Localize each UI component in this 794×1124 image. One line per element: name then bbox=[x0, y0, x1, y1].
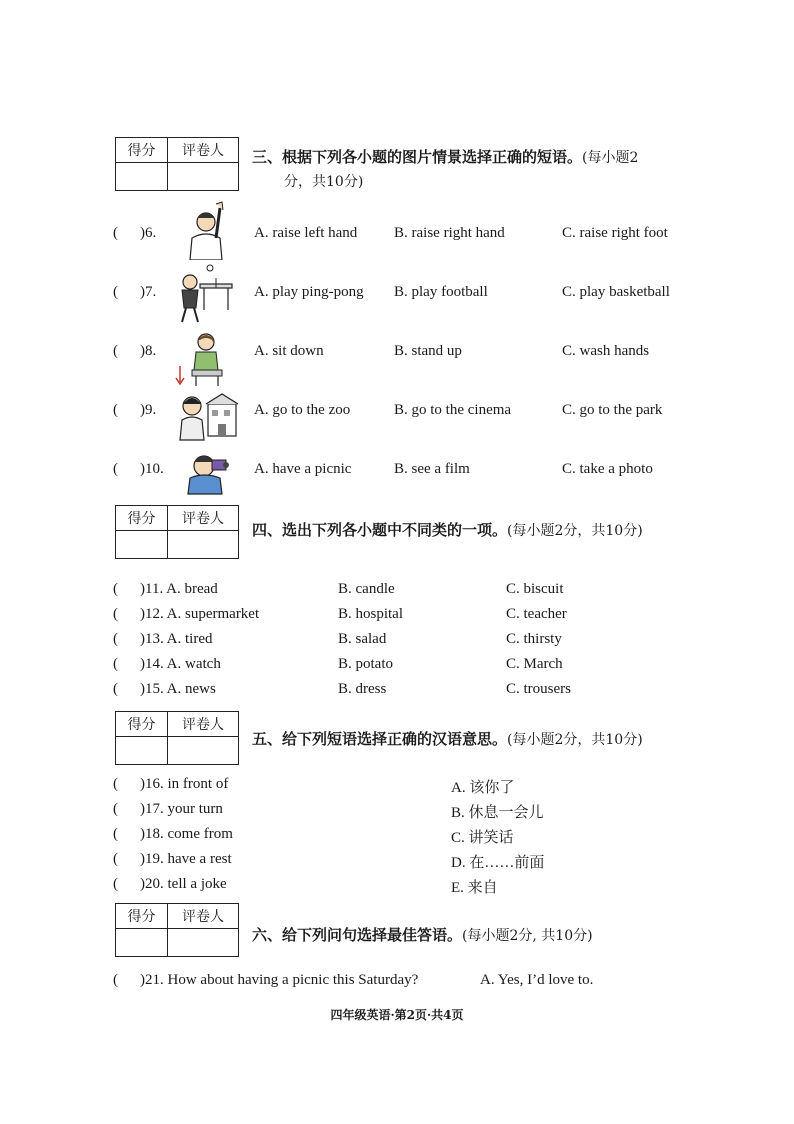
score-box-section6 bbox=[115, 903, 239, 957]
answer-blank[interactable]: ( bbox=[113, 876, 130, 892]
score-header: 得分 bbox=[116, 506, 168, 531]
score-cell[interactable] bbox=[116, 929, 168, 956]
answer-blank[interactable]: ( bbox=[113, 631, 130, 647]
option-b: B. go to the cinema bbox=[394, 402, 512, 418]
option-a: A. raise left hand bbox=[254, 225, 358, 241]
option-c: C. take a photo bbox=[562, 461, 653, 477]
score-header: 得分 bbox=[116, 712, 168, 737]
option-c: C. biscuit bbox=[506, 581, 564, 597]
option-a: A. have a picnic bbox=[254, 461, 352, 477]
section3-note-line2 bbox=[284, 171, 363, 191]
score-cell[interactable] bbox=[116, 531, 168, 558]
section4-title bbox=[252, 519, 643, 540]
option-b: B. dress bbox=[338, 681, 387, 697]
answer-blank[interactable]: ( bbox=[113, 581, 130, 597]
score-header: 得分 bbox=[116, 138, 168, 163]
option: B. 休息一会儿 bbox=[451, 805, 544, 821]
option-a: A. play ping-pong bbox=[254, 284, 364, 300]
grader-header: 评卷人 bbox=[168, 712, 238, 737]
option-a: A. sit down bbox=[254, 343, 324, 359]
option: A. 该你了 bbox=[451, 780, 515, 796]
girl-sitting-down-picture bbox=[172, 330, 228, 388]
question-number: )9. bbox=[140, 402, 157, 418]
question-text: )17. your turn bbox=[140, 801, 223, 817]
score-cell[interactable] bbox=[116, 737, 168, 764]
question-text: )20. tell a joke bbox=[140, 876, 227, 892]
answer-blank[interactable]: ( bbox=[113, 851, 130, 867]
option-b: B. stand up bbox=[394, 343, 462, 359]
answer-blank[interactable]: ( bbox=[113, 402, 130, 418]
score-cell[interactable] bbox=[116, 163, 168, 190]
option-b: B. raise right hand bbox=[394, 225, 505, 241]
question-text: )13. A. tired bbox=[140, 631, 213, 647]
section3-title bbox=[252, 146, 638, 167]
grader-cell[interactable] bbox=[168, 531, 238, 558]
question-text: )14. A. watch bbox=[140, 656, 221, 672]
question-number: )8. bbox=[140, 343, 157, 359]
grader-cell[interactable] bbox=[168, 929, 238, 956]
answer-blank[interactable]: ( bbox=[113, 284, 130, 300]
grader-header: 评卷人 bbox=[168, 138, 238, 163]
answer-blank[interactable]: ( bbox=[113, 606, 130, 622]
option: A. Yes, I’d love to. bbox=[480, 972, 594, 988]
question-number: )7. bbox=[140, 284, 157, 300]
section6-title-text: 六、给下列问句选择最佳答语。 bbox=[252, 926, 463, 944]
option-c: C. wash hands bbox=[562, 343, 650, 359]
option-b: B. salad bbox=[338, 631, 387, 647]
option-b: B. hospital bbox=[338, 606, 404, 622]
boy-playing-ping-pong-picture bbox=[174, 262, 236, 324]
answer-blank[interactable]: ( bbox=[113, 972, 130, 988]
boy-raising-hand-picture bbox=[176, 200, 236, 260]
question-text: )19. have a rest bbox=[140, 851, 232, 867]
option-b: B. candle bbox=[338, 581, 395, 597]
option-c: C. thirsty bbox=[506, 631, 562, 647]
page-footer: 四年级英语·第2页·共4页 bbox=[330, 1008, 464, 1022]
section4-title-text: 四、选出下列各小题中不同类的一项。 bbox=[252, 521, 508, 539]
boy-and-building-picture bbox=[176, 390, 238, 442]
answer-blank[interactable]: ( bbox=[113, 656, 130, 672]
question-text: )11. A. bread bbox=[140, 581, 218, 597]
option: D. 在……前面 bbox=[451, 855, 545, 871]
answer-blank[interactable]: ( bbox=[113, 826, 130, 842]
option-a: A. go to the zoo bbox=[254, 402, 351, 418]
score-box-section5 bbox=[115, 711, 239, 765]
option-c: C. play basketball bbox=[562, 284, 670, 300]
answer-blank[interactable]: ( bbox=[113, 343, 130, 359]
question-text: )16. in front of bbox=[140, 776, 229, 792]
answer-blank[interactable]: ( bbox=[113, 776, 130, 792]
answer-blank[interactable]: ( bbox=[113, 461, 130, 477]
score-box-section4 bbox=[115, 505, 239, 559]
grader-cell[interactable] bbox=[168, 163, 238, 190]
grader-header: 评卷人 bbox=[168, 506, 238, 531]
option-c: C. trousers bbox=[506, 681, 571, 697]
question-text: )15. A. news bbox=[140, 681, 216, 697]
score-box-section3 bbox=[115, 137, 239, 191]
option: C. 讲笑话 bbox=[451, 830, 514, 846]
section3-note-text: 分，共10分) bbox=[284, 174, 364, 190]
section4-note: (每小题2分，共10分) bbox=[507, 523, 643, 539]
grader-header: 评卷人 bbox=[168, 904, 238, 929]
option-c: C. March bbox=[506, 656, 563, 672]
section6-title bbox=[252, 924, 593, 945]
question-text: )12. A. supermarket bbox=[140, 606, 260, 622]
option-c: C. teacher bbox=[506, 606, 567, 622]
section5-title-text: 五、给下列短语选择正确的汉语意思。 bbox=[252, 730, 508, 748]
option-b: B. potato bbox=[338, 656, 393, 672]
section3-title-text: 三、根据下列各小题的图片情景选择正确的短语。 bbox=[252, 148, 583, 166]
answer-blank[interactable]: ( bbox=[113, 225, 130, 241]
section5-title bbox=[252, 728, 643, 749]
boy-taking-photo-picture bbox=[180, 448, 236, 496]
option-b: B. play football bbox=[394, 284, 488, 300]
section5-note: (每小题2分，共10分) bbox=[507, 732, 643, 748]
grader-cell[interactable] bbox=[168, 737, 238, 764]
option-c: C. raise right foot bbox=[562, 225, 668, 241]
section6-note: (每小题2分, 共10分) bbox=[462, 928, 593, 944]
question-number: )6. bbox=[140, 225, 157, 241]
option: E. 来自 bbox=[451, 880, 498, 896]
section3-note: (每小题2 bbox=[582, 150, 639, 166]
question-text: )21. How about having a picnic this Saturday? bbox=[140, 972, 419, 988]
option-b: B. see a film bbox=[394, 461, 470, 477]
answer-blank[interactable]: ( bbox=[113, 801, 130, 817]
question-text: )18. come from bbox=[140, 826, 233, 842]
option-c: C. go to the park bbox=[562, 402, 663, 418]
answer-blank[interactable]: ( bbox=[113, 681, 130, 697]
question-number: )10. bbox=[140, 461, 164, 477]
score-header: 得分 bbox=[116, 904, 168, 929]
